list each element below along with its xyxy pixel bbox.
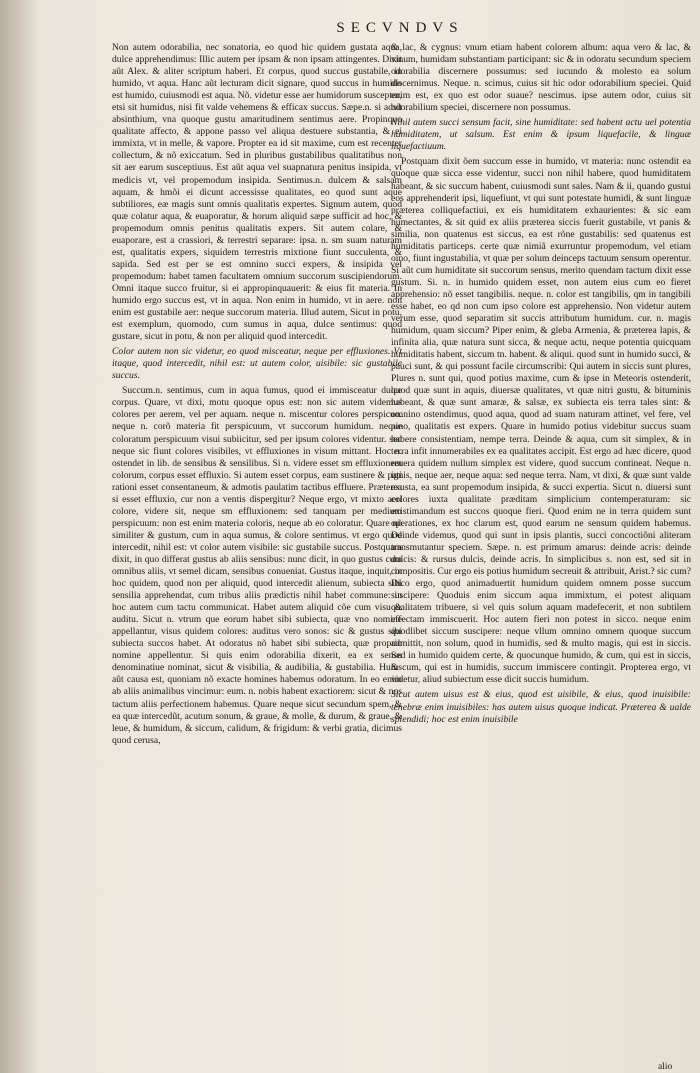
- right-paragraph-2: Postquam dixit õem succum esse in humido, vt materia: nunc ostendit ea quoque quæ sicca esse videntur, succi non nihil habere, quod humiditatem habeant, & sic succum habent, cuiusmodi sunt sales. Nam & ii, quando gustui eos apprehenderit ipsi, liquefiunt, vt qui sunt potestate humidi, & sunt linguæ præterea colliquefactiui, ex eis humiditatem exhaurientes: & sic eam humectantes, & sit quid ex aliis præterea siccis fuerit gustabile, vt panis & similia, non quatenus est siccus, ea est rõne gustabilis: sed quatenus est humiditatis particeps. certe quæ nimiã exurruntur propemodum, vel etiam oino, fiunt ingustabilia, vt quæ per solum deinceps tactuum sensum operentur. Si aũt cum humiditate sit succorum sensus, merito quendam tactum dixit esse gustum. Si. n. in humido quidem esset, non autem eius cum eo fieret apprehensio: nõ esset tangibilis. neque. n. color est tangibilis, qm in tangibili esse habet, eo qd non cum ipso colore est apprehensio. Non videtur autem verum esse, quod separatim sit succis attributum humidum. cur. n. magis humidum, quam siccum? Piper enim, & gleba Armenia, & præterea lapis, & infinita alia, quæ natura sunt sicca, & neque actu, neque potentia quicquam humiditatis habent, siccum tn. habent. & aliqui. quod sunt in humido succi, & pauci sunt, & qui possunt facile circumscribi: Qui autem in siccis sunt plures, Plures n. sunt qui, quod potius maxime, cum & ipse in Meteoris ostenderit, quod quæ sunt in aquis, diuersæ qualitates, vt quæ nitri gustu, & bituminis habeant, & quæ sunt amaræ, & salsæ, ex subiecta eis terra tales sint: & omnino ostendimus, quod aqua, quod ad suam naturam attinet, vel fere, vel oino, qualitatis est expers. Quare in humido potius videbitur succus suam habere consistentiam, nempe terra. Deinde & aqua, cum sit simplex, & in terra infit innumerabiles ex ea qualitates accipit. Est ergo ad hæc dicere, quod reuera quidem nullum simplex est videre, quod succum contineat. Neque n. ignis, neque aer, neque aqua: sed neque terra. Nam, vt dixi, & quæ sunt valde exusta, ea sunt propemodum insipida, & succi expertia. Sicut n. diuersi sunt colores iuxta qualitate præditam simplicium contemperaturam: sic existimandum est succos quoque fieri. Quod enim ne in terra quidem sunt operationes, ex hoc clarum est, quod earum ne sensum quidem habemus. Deinde videmus, quod qui sunt in ipsis plantis, succi concoctiõni aliteram transmutantur speciem. Sæpe. n. est primum amarus: deinde acris: deinde dulcis: & rursus dulcis, deinde acris. In simplicibus s. non est, sed sit in compositis. Cur ergo eis potius humidum secreuit & attribuit, Arist.? sic cum? Dico ergo, quod animaduertit humidum quidem omnem posse succum suscipere: Quoduis enim siccum aqua immixtum, ei potest aliquam qualitatem tribuere, si vel quis solum aquam madefecerit, et non subtilem effectam immiscuerit. Hoc autem fieri non potest in sicco. neque enim quodlibet siccum suscipere: neque vllum omnino omnem quoque succum admittit, non solum, quod in humidis, sed & multo magis, qui est in siccis. Sed in humido quidem certe, & quocunque humido, & cum, qui est in siccis, & cum, qui est in humidis, succum immiscere contingit. Propterea ergo, vt videtur, aliud subiectum esse dicit succis humidum.: [391, 156, 691, 686]
- running-head: SECVNDVS: [336, 20, 464, 36]
- left-column: [112, 42, 402, 747]
- right-column: [391, 42, 691, 729]
- left-lemma: Color autem non sic videtur, eo quod misceatur, neque per effluxiones. Vt itaque, quod intercedit, nihil est: ut autem color, uisibile: sic gustabile succus.: [112, 346, 402, 382]
- left-paragraph-1: Non autem odorabilia, nec sonatoria, eo quod hic quidem gustata aqua, dulce apprehendimus: Illic autem per ipsam & non ipsam attingentes. Dixit aũt Alex. & aliter scriptum haberi. Et corpus, quod succus gustabile, in humido, vt aqua. Hanc aũt lecturam dicit signare, quod succus in humido est humido, cuiusmodi est aqua. Nõ. videtur esse aer humidorum susceptor, etsi sit humidus, nisi fit valde vehemens & efficax succus. Sæpe.n. si adsit absinthium, vna quoque gustu amaritudinem sentimus aere. Propinquo qualitate affecto, & appone passo vel aliqua destuere substantia, & ei immixta, vt in melle, & vapore. Propter ea id sit maxime, cum est recenter collectum, & nõ exiccatum. Sed in pluribus gustabilibus qualitatibus non sit aer earum susceptiuus. Est aũt aqua vel suapnatura penitus insipida, vt medicis vt, vel propemodum insipida. Sentimus.n. dulcem & salsam aquam, & hmõi ei dicunt accessisse qualitates, eo quod sunt aque subtiliores, eæ magis sunt omnis qualitatis expertes. Signum autem, quod quæ colatur aqua, & euaporatur, & horum aliquid sæpe sufficit ad hoc, & propemodum omnis penitus qualitatis expers. Sit autem colare, & euaporare, est a crassiori, & terrestri separare: ipsa. n. sm suam naturam est, qualitatis expers, siquidem terrestris mixtione fiunt succulenta, & sapida. Sed est per se est omnino succi expers, & insipida vel propemodum: habet tamen facultatem omnium succorum suscipiendorum. Omni itaque succo fruitur, si ei appropinquauerit: & eius fit materia. In humido ergo succus est, vt in aqua. Non enim in humido, vt in aere. non enim est gustabile aer: neque succorum materia. Illud autem, Sicut in potu, est exemplum, quomodo, cum sumus in aqua, dulce sentimus: quod gustare, sicut in potu, & non per aliquid quod intercedit.: [112, 42, 402, 343]
- right-paragraph-1: & lac, & cygnus: vnum etiam habent colorem album: aqua vero & lac, & vinum, humidam substantiam participant: sic & in odoratu secundum speciem odorabilia discernere possumus: sed iucundo & molesto ea solum discernimus. Neque. n. scimus, cuius sit hic odor odorabilium speciei. Quid enim est, ex quo est odor suaue? nescimus. ipse autem odor, cuius sit odorabilium speciei, discernere non possumus.: [391, 42, 691, 114]
- catchword: alio: [658, 1062, 673, 1072]
- left-paragraph-2: Succum.n. sentimus, cum in aqua fumus, quod ei immisceatur dulce corpus. Quare, vt dixi, motu quoque opus est: non sic autem videmus colores per aerem, vel per aquam. neque n. miscentur colores perspicuo. neque n. corõ materia fit perspicuum, vt succorum humidum. neque coloratum perspicuum visui subiicitur, sed per ipsum colores videntur. sed neque sic fiunt colores visibiles, vt effluxiones in visum mittant. Hoc n. ostendet in lib. de sensibus & sensilibus. Si n. videre esset sm effluxionem colorum, corpus esset effluxio. Si autem esset corpus, eam sustinere & pati rationi esset consentaneum, & admotis paulatim tactibus effluere. Præterea si esset effluxio, cur non a ventis dispergitur? Neque ergo, vt mixto aeri colore, videre sit, neque sm effluxionem: sed tanquam per medium perspicuum: non est enim materia coloris, neque ab eo coloratur. Quare nõ similiter & gustum, cum in aqua sumus, & colore sentimus. vt ergo quod intercedit, nihil est: vt color autem visibile: sic gustabile succus. Postquam dixit, in quo differat gustus ab aliis sensibus: nunc dicit, in quo gustus cum omnibus aliis, vt semel dicam, sensibus conueniat. Gustus itaque, inquit, in hoc quidem, quod non per aliquid, quod intercedit alienum, subiecta sibi sensilia apprehendat, cum tribus aliis prædictis nihil habet commune: in hoc autem cum tactu communicat. Habet autem aliquid cõe cum visu & auditu. Sicut n. vtrum que eorum habet sibi subiecta, quæ vno nomine appellantur, visus quidem colores: auditus vero sonos: sic & gustus sibi subiecta succos habet. At odoratus nõ habet sibi subiecta, quæ proprio nomine appellentur. Si quis enim odorabilia dixerit, ea ex sensu denominatiue nominat, sicut & visibilia, & audibilia, & gustabilia. Huius aũt causa est, quoniam nõ exacte homines habemus odoratum. In eo enim ab aliis animalibus vincimur: eum. n. nobis habent exactiorem: sicut & nos tactum aliis perfectionem habemus. Quare neque sicut secundum spem, & ea quæ intercedũt, acutum sonum, & graue, & molle, & durum, & graue, & leue, & humidum, & siccum, calidum, & frigidum: & verbi gratia, dicimus quod cerusa,: [112, 385, 402, 746]
- right-lemma-1: Nihil autem succi sensum facit, sine humiditate: sed habent actu uel potentia humiditatem, ut salsum. Est enim & ipsum liquefacile, & linguæ liquefactiuum.: [391, 117, 691, 153]
- right-lemma-2: Sicut autem uisus est & eius, quod est uisibile, & eius, quod inuisibile: tenebræ enim inuisibiles: has autem uisus quoque indicat. Præterea & ualde splendidi; hoc est enim inuisibile: [391, 689, 691, 725]
- page-fold-shadow: [0, 0, 40, 1073]
